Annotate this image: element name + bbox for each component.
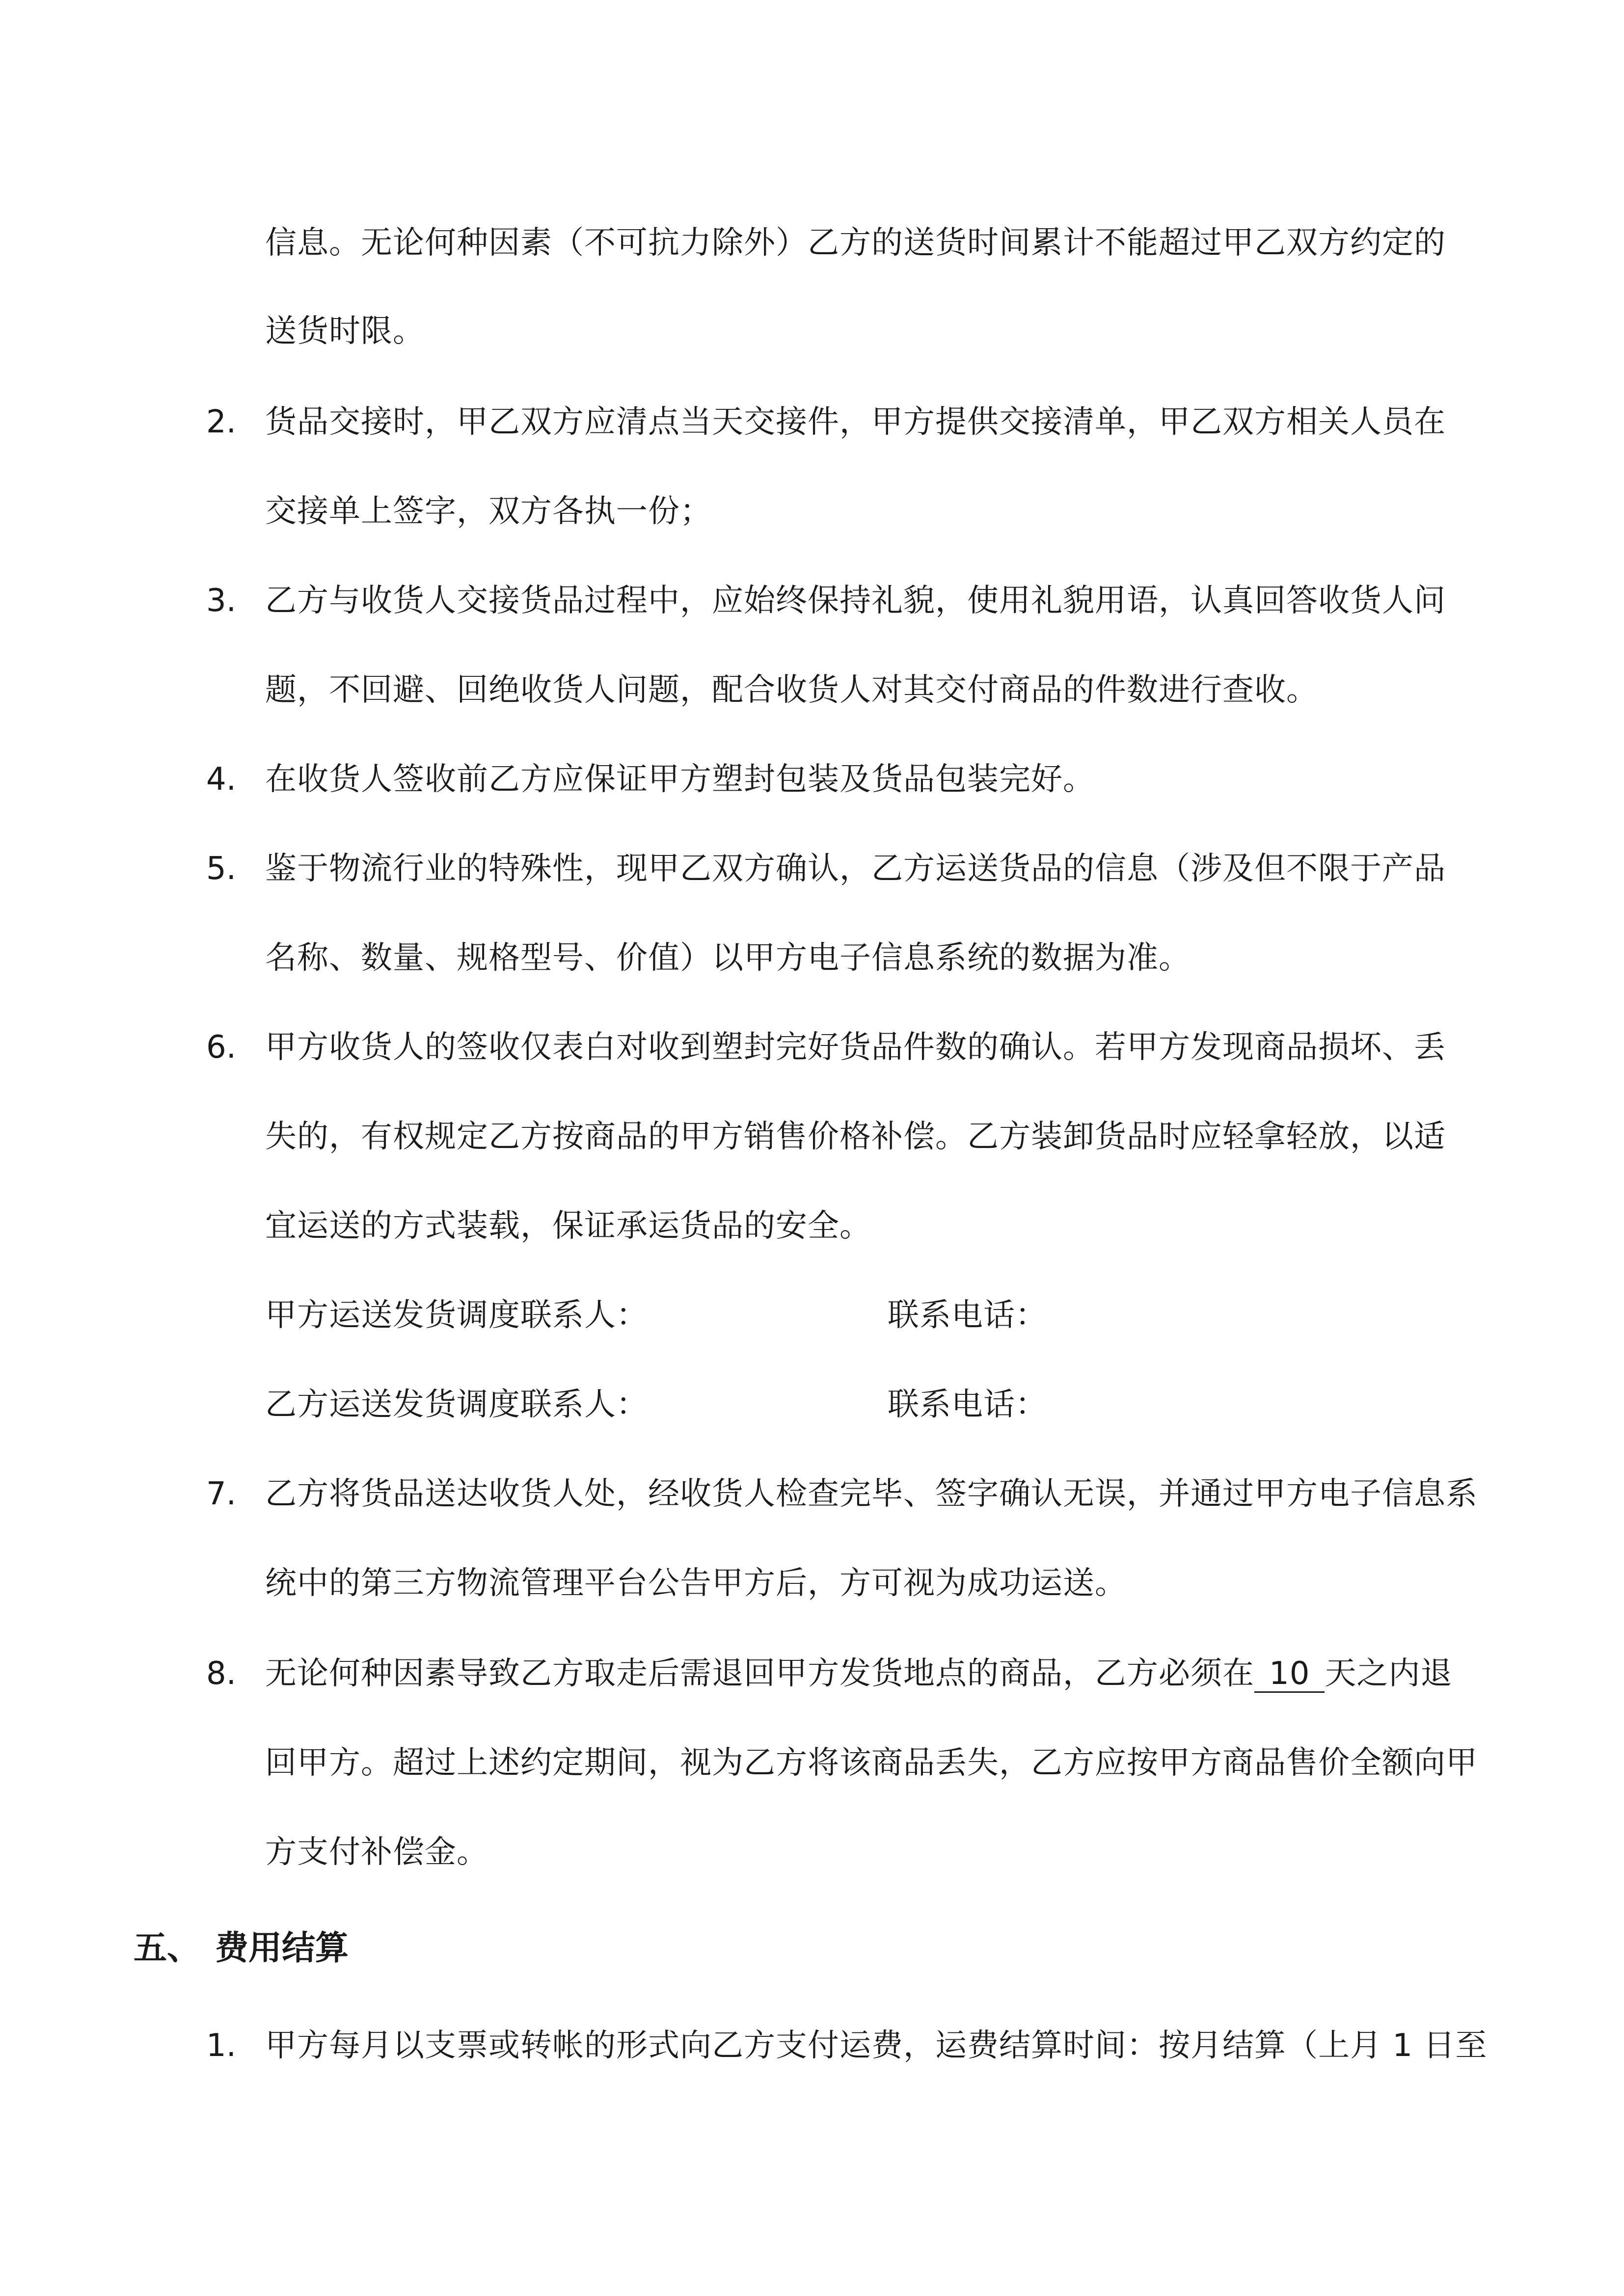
clause-2-line-1: 货品交接时，甲乙双方应清点当天交接件，甲方提供交接清单，甲乙双方相关人员在 <box>265 404 1446 440</box>
clause-5-line-1: 鉴于物流行业的特殊性，现甲乙双方确认，乙方运送货品的信息（涉及但不限于产品 <box>265 851 1446 887</box>
clause-6-number: 6. <box>206 1029 237 1066</box>
clause-2-line-2: 交接单上签字，双方各执一份； <box>265 493 712 530</box>
clause-4-number: 4. <box>206 761 237 798</box>
clause-5-number: 5. <box>206 851 237 887</box>
clause-6-line-1: 甲方收货人的签收仅表白对收到塑封完好货品件数的确认。若甲方发现商品损坏、丢 <box>265 1029 1446 1066</box>
contact-a-phone-label: 联系电话： <box>888 1297 1047 1334</box>
section-5-clause-1-line-1: 甲方每月以支票或转帐的形式向乙方支付运费，运费结算时间：按月结算（上月 1 日至 <box>265 2028 1488 2064</box>
section-5-title: 费用结算 <box>215 1929 349 1968</box>
clause-3-line-2: 题，不回避、回绝收货人问题，配合收货人对其交付商品的件数进行查收。 <box>265 672 1318 708</box>
section-5-heading <box>134 1928 349 1969</box>
clause-6-line-3: 宜运送的方式装载，保证承运货品的安全。 <box>265 1208 871 1244</box>
clause-8-line-1 <box>265 1654 1452 1693</box>
section-5-number: 五、 <box>134 1929 201 1968</box>
clause-7-line-2: 统中的第三方物流管理平台公告甲方后，方可视为成功运送。 <box>265 1565 1127 1602</box>
contact-b-phone-label: 联系电话： <box>888 1387 1047 1423</box>
clause-3-line-1: 乙方与收货人交接货品过程中，应始终保持礼貌，使用礼貌用语，认真回答收货人问 <box>265 583 1446 619</box>
contact-b-label: 乙方运送发货调度联系人： <box>265 1387 648 1423</box>
clause-8-line-3: 方支付补偿金。 <box>265 1834 488 1870</box>
clause-8-number: 8. <box>206 1655 237 1692</box>
clause-7-line-1: 乙方将货品送达收货人处，经收货人检查完毕、签字确认无误，并通过甲方电子信息系 <box>265 1476 1478 1512</box>
clause-4-line-1: 在收货人签收前乙方应保证甲方塑封包装及货品包装完好。 <box>265 761 1095 798</box>
clause-8-text-after: 天之内退 <box>1325 1655 1453 1692</box>
clause-3-number: 3. <box>206 583 237 619</box>
contact-a-label: 甲方运送发货调度联系人： <box>265 1297 648 1334</box>
section-5-clause-1-number: 1. <box>206 2028 237 2064</box>
intro-line-2: 送货时限。 <box>265 313 425 349</box>
intro-line-1: 信息。无论何种因素（不可抗力除外）乙方的送货时间累计不能超过甲乙双方约定的 <box>265 225 1446 261</box>
clause-6-line-2: 失的，有权规定乙方按商品的甲方销售价格补偿。乙方装卸货品时应轻拿轻放，以适 <box>265 1119 1446 1155</box>
clause-8-text-before: 无论何种因素导致乙方取走后需退回甲方发货地点的商品，乙方必须在 <box>265 1655 1254 1692</box>
clause-5-line-2: 名称、数量、规格型号、价值）以甲方电子信息系统的数据为准。 <box>265 940 1191 976</box>
clause-8-days-blank: 10 <box>1254 1656 1325 1693</box>
clause-8-line-2: 回甲方。超过上述约定期间，视为乙方将该商品丢失，乙方应按甲方商品售价全额向甲 <box>265 1745 1478 1781</box>
clause-2-number: 2. <box>206 404 237 440</box>
clause-7-number: 7. <box>206 1476 237 1512</box>
